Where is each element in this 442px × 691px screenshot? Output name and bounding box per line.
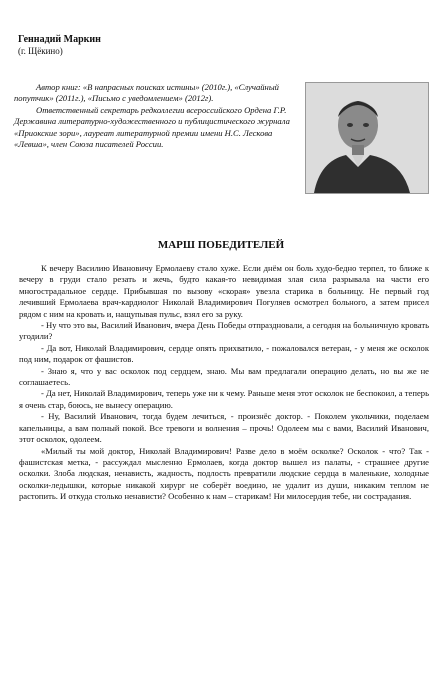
author-name: Геннадий Маркин <box>18 34 101 45</box>
paragraph: - Ну что это вы, Василий Иванович, вчера День Победы отпраздновали, а сегодня на больничную кровать угодили? <box>19 320 429 342</box>
paragraph: К вечеру Василию Ивановичу Ермолаеву стало хуже. Если днём он боль худо-бедно терпел, то ближе к вечеру в груди стало резать и жечь, будто какая-то невидимая злая сила разрывала на части его многострадальное сердце. Прибывшая по вызову «скорая» увезла старика в больницу. Не первый год лечивший Ермолаева врач-кардиолог Николай Владимирович Погуляев осмотрел больного, а затем присел рядом с ним на кровать и, нащупывая пульс, взял его за руку. <box>19 263 429 319</box>
story-title: МАРШ ПОБЕДИТЕЛЕЙ <box>157 239 285 251</box>
author-bio <box>14 82 298 150</box>
bio-books: Автор книг: «В напрасных поисках истины» (2010г.), «Случайный попутчик» (2011г.), «Письмо с уведомлением» (2012г). <box>14 82 279 104</box>
bio-positions: Ответственный секретарь редколлегии всероссийского Ордена Г.Р. Державина литературно-художественного и публицистического журнала «Приокские зори», лауреат литературной премии имени Н.С. Лескова «Левша», член Союза писателей России. <box>14 104 290 150</box>
story-body <box>19 263 429 503</box>
paragraph: «Милый ты мой доктор, Николай Владимирович! Разве дело в моём осколке? Осколок - что? Так - фашистская метка, - рассуждал мысленно Ермолаев, когда доктор вышел из палаты, - страшнее другие осколки. Злоба людская, ненависть, жадность, подлость превратили людские сердца в маленькие, холодные осколки-ледышки, которые никакой хирург не соберёт воедино, не удалит из души, никаким теплом не растопить. И откуда столько ненависти? Особенно к нам – старикам! Ни милосердия тебе, ни сострадания. <box>19 445 429 502</box>
portrait-image <box>306 83 428 193</box>
paragraph: - Ну, Василий Иванович, тогда будем лечиться, - произнёс доктор. - Поколем укольчики, поделаем капельницы, а вам полный покой. Все тревоги и волнения – прочь! Одолеем мы с вами, Василий Иванович, этот осколок, одолеем. <box>19 411 429 445</box>
author-city: (г. Щёкино) <box>18 46 63 56</box>
paragraph: - Да нет, Николай Владимирович, теперь уже ни к чему. Раньше меня этот осколок не беспокоил, а теперь я очень стар, боюсь, не вынесу операцию. <box>19 388 429 410</box>
paragraph: - Знаю я, что у вас осколок под сердцем, знаю. Мы вам предлагали операцию делать, но вы же не соглашаетесь. <box>19 365 429 388</box>
author-photo <box>305 82 429 194</box>
paragraph: - Да вот, Николай Владимирович, сердце опять прихватило, - пожаловался ветеран, - у меня же осколок под ним, подарок от фашистов. <box>19 342 429 365</box>
